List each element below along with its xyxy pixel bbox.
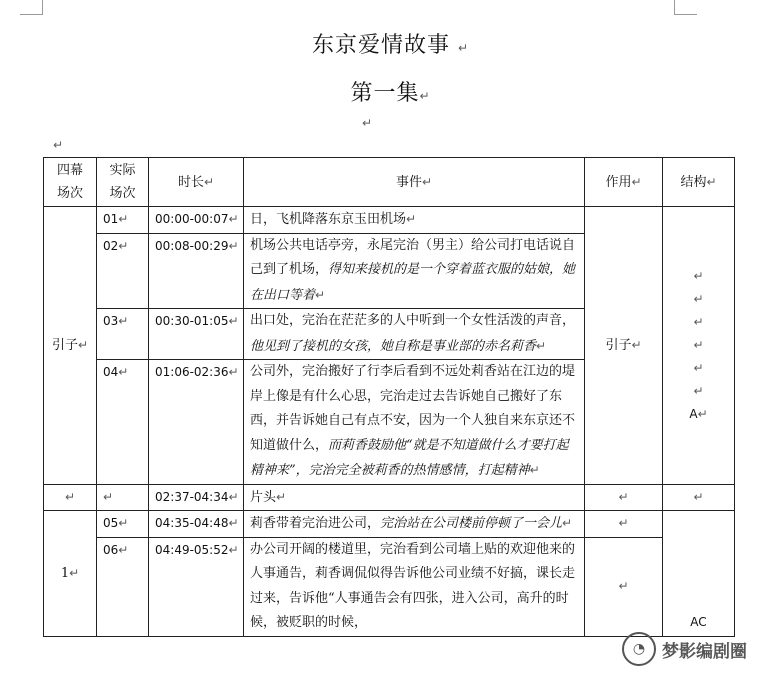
header-event: 事件↵	[244, 158, 585, 207]
scene-event: 办公司开阔的楼道里，完治看到公司墙上贴的欢迎他来的人事通告，莉香调侃似得告诉他公司业绩不好搞，课长走过来，告诉他“人事通告会有四张，进入公司，高升的时候，被贬职的时候，	[244, 537, 585, 636]
paragraph-mark: ↵	[53, 138, 64, 152]
table-row	[44, 511, 735, 538]
scene-number: 04↵	[97, 360, 149, 485]
scene-number: 05↵	[97, 511, 149, 538]
table-row	[44, 207, 735, 234]
structure-cell: ↵ ↵ ↵ ↵ ↵ ↵ A↵	[663, 207, 735, 485]
scene-number: 03↵	[97, 309, 149, 360]
page-corner-mark-left	[20, 0, 43, 15]
scene-duration: 02:37-04:34↵	[149, 484, 244, 511]
scene-event: 片头↵	[244, 484, 585, 511]
act-cell: ↵	[44, 484, 97, 511]
table-row	[44, 537, 735, 636]
scene-duration: 04:35-04:48↵	[149, 511, 244, 538]
act-cell: 引子↵	[44, 207, 97, 485]
watermark: ◔ 梦影编剧圈	[622, 632, 747, 666]
scene-event: 莉香带着完治进公司，完治站在公司楼前停顿了一会儿↵	[244, 511, 585, 538]
header-structure: 结构↵	[663, 158, 735, 207]
table-header-row	[44, 158, 735, 207]
scene-duration: 00:00-00:07↵	[149, 207, 244, 234]
document-title: 东京爱情故事 ↵	[311, 33, 470, 58]
scene-event: 机场公共电话亭旁，永尾完治（男主）给公司打电话说自己到了机场，得知来接机的是一个穿着蓝衣服的姑娘，她在出口等着↵	[244, 233, 585, 309]
scene-event: 日，飞机降落东京玉田机场↵	[244, 207, 585, 234]
episode-heading: 第一集↵	[350, 81, 431, 106]
page-corner-mark-right	[674, 0, 697, 15]
episode-breakdown-table	[43, 157, 735, 637]
paragraph-mark: ↵	[457, 41, 470, 55]
header-duration: 时长↵	[149, 158, 244, 207]
scene-number: 06↵	[97, 537, 149, 636]
structure-cell: ↵	[663, 484, 735, 511]
header-role: 作用↵	[585, 158, 663, 207]
scene-duration: 00:08-00:29↵	[149, 233, 244, 309]
header-act-scene: 四幕 场次	[44, 158, 97, 207]
scene-event: 公司外，完治搬好了行李后看到不远处莉香站在江边的堤岸上像是有什么心思，完治走过去告诉她自己搬好了东西，并告诉她自己有点不安，因为一个人独自来东京还不知道做什么，而莉香鼓励他“就是不知道做什么才要打起精神来”，完治完全被莉香的热情感情，打起精神↵	[244, 360, 585, 485]
scene-number: 01↵	[97, 207, 149, 234]
role-cell: ↵	[585, 537, 663, 636]
paragraph-mark: ↵	[419, 89, 431, 103]
scene-number: ↵	[97, 484, 149, 511]
structure-cell: AC	[663, 511, 735, 637]
scene-duration: 04:49-05:52↵	[149, 537, 244, 636]
act-cell: 1↵	[44, 511, 97, 637]
scene-duration: 00:30-01:05↵	[149, 309, 244, 360]
role-cell: 引子↵	[585, 207, 663, 485]
paragraph-mark: ↵	[362, 116, 373, 130]
wechat-logo-icon: ◔	[622, 632, 656, 666]
role-cell: ↵	[585, 484, 663, 511]
scene-duration: 01:06-02:36↵	[149, 360, 244, 485]
header-actual-scene: 实际 场次	[97, 158, 149, 207]
role-cell: ↵	[585, 511, 663, 538]
scene-event: 出口处，完治在茫茫多的人中听到一个女性活泼的声音，他见到了接机的女孩，她自称是事业部的赤名莉香↵	[244, 309, 585, 360]
table-row-opening-credits	[44, 484, 735, 511]
scene-number: 02↵	[97, 233, 149, 309]
